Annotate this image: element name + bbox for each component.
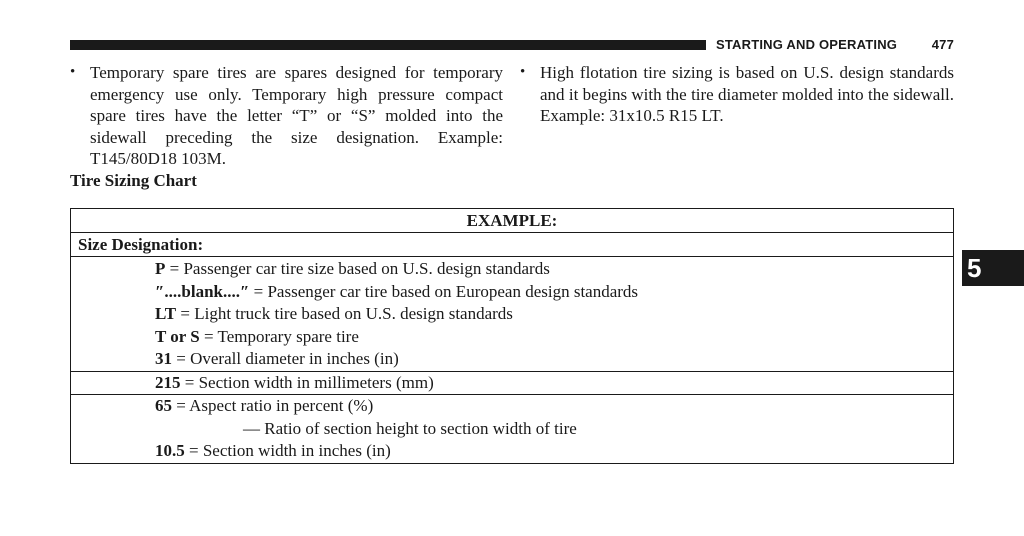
table-title: EXAMPLE: xyxy=(466,211,558,230)
term: 31 xyxy=(155,349,172,368)
table-line xyxy=(71,372,953,395)
desc: = Temporary spare tire xyxy=(199,326,359,346)
term: 65 xyxy=(155,396,172,415)
desc: = Light truck tire based on U.S. design standards xyxy=(176,304,513,323)
term: P xyxy=(155,259,166,278)
bullet-text: High flotation tire sizing is based on U.S. design standards and it begins with the tire diameter molded into the sidewall. Example: 31x10.5 R15 LT. xyxy=(540,63,954,125)
desc: = Section width in inches (in) xyxy=(184,441,391,460)
header-rule xyxy=(70,40,706,50)
bullet-item xyxy=(520,62,954,127)
table-group-1 xyxy=(71,256,953,371)
desc: = Overall diameter in inches (in) xyxy=(172,349,399,368)
chart-heading: Tire Sizing Chart xyxy=(70,171,197,190)
right-column xyxy=(520,62,954,127)
bullet-icon: • xyxy=(520,64,526,80)
table-group-2 xyxy=(71,371,953,395)
left-column xyxy=(70,62,503,170)
table-group-3 xyxy=(71,394,953,463)
desc: = Section width in millimeters (mm) xyxy=(180,372,434,392)
table-line xyxy=(71,303,953,326)
table-line xyxy=(71,258,953,281)
bullet-item xyxy=(70,62,503,170)
table-line xyxy=(71,326,953,349)
desc: = Passenger car tire size based on U.S. design standards xyxy=(165,259,550,278)
term: T or S xyxy=(155,326,200,346)
table-line xyxy=(71,395,953,418)
table-line xyxy=(71,348,953,371)
desc: = Passenger car tire based on European design standards xyxy=(249,281,639,301)
term: LT xyxy=(155,304,177,323)
tire-sizing-table xyxy=(70,208,954,464)
table-line xyxy=(71,281,953,304)
bullet-icon: • xyxy=(70,64,76,80)
term: ″....blank....″ xyxy=(155,281,250,301)
table-label: Size Designation: xyxy=(71,232,953,256)
term: 215 xyxy=(155,372,181,392)
table-line xyxy=(71,440,953,463)
table-subline: — Ratio of section height to section width of tire xyxy=(243,418,577,438)
bullet-text: Temporary spare tires are spares designed for temporary emergency use only. Temporary high pressure compact spare tires have the letter “T” or “S” molded into the sidewall preceding the size designation. Example: T145/80D18 103M. xyxy=(90,63,503,168)
desc: = Aspect ratio in percent (%) xyxy=(172,396,374,415)
section-title: STARTING AND OPERATING xyxy=(716,37,898,52)
page-number: 477 xyxy=(931,37,954,52)
section-tab-marker: 5 xyxy=(962,250,1024,286)
term: 10.5 xyxy=(155,441,185,460)
running-header xyxy=(716,37,954,52)
